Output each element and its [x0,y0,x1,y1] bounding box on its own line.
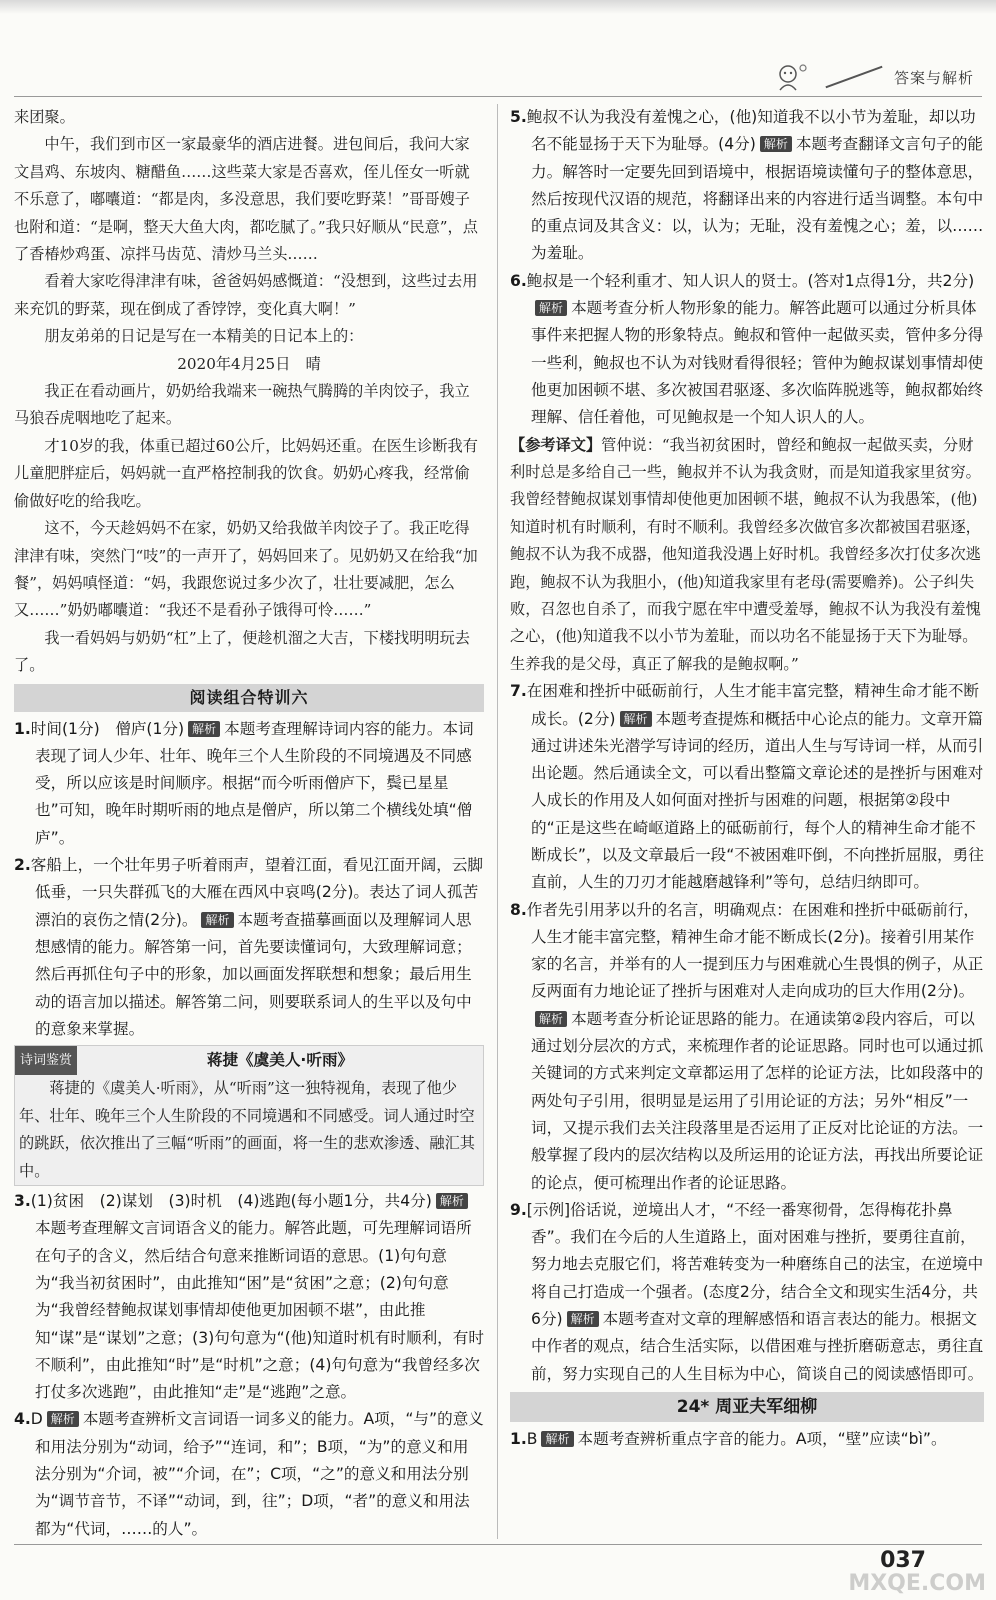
answer-number: 2. [14,856,31,875]
answer-number: 1. [14,719,31,738]
watermark: MXQE.COM [848,1571,986,1596]
diary-date: 2020年4月25日 晴 [177,354,321,373]
analysis-text: 本题考查理解文言词语含义的能力。解答此题，可先理解词语所在句子的含义，然后结合句意来推断词语的意思。(1)句句意为“我当初贫困时”，由此推知“困”是“贫困”之意；(2)句句意为“我曾经替鲍叔谋划事情却使他更加困顿不堪”，由此推知“谋”是“谋划”之意；(3)句句意为“(他)知道时机有时顺利，有时不顺利”，由此推知“时”是“时机”之意；(4)句句意为“我曾经多次打仗多次逃跑”，由此推知“走”是“逃跑”之意。 [35,1219,484,1402]
analysis-tag: 解析 [188,721,220,737]
answer-text: 时间(1分) 僧庐(1分) [30,719,185,738]
analysis-text: 本题考查提炼和概括中心论点的能力。文章开篇通过讲述朱光潜学写诗词的经历，道出人生与写诗词一样，从而引出论题。然后通读全文，可以看出整篇文章论述的是挫折与困难对人成长的作用及人如何面对挫折与困难的问题，根据第②段中的“正是这些在崎岖道路上的砥砺前行，每个人的精神生命才能不断成长”，以及文章最后一段“不被困难吓倒，不向挫折屈服，勇往直前，人生的刀刃才能越磨越锋利”等句，总结归纳即可。 [531,709,984,892]
mascot-icon [776,62,814,92]
analysis-tag: 解析 [47,1411,79,1427]
header-divider [14,96,982,97]
answer-item [14,852,484,1043]
left-column [14,104,484,1543]
lesson-title: 周亚夫军细柳 [715,1396,818,1417]
right-column [510,104,984,1453]
essay-continuation [14,104,484,680]
reference-translation-label: 【参考译文】 [510,435,602,454]
poetry-appreciation-box [14,1045,484,1186]
poetry-appreciation-title: 蒋捷《虞美人·听雨》 [206,1051,354,1070]
answer-text: 作者先引用茅以升的名言，明确观点：在困难和挫折中砥砺前行，人生才能丰富完整，精神生命才能不断成长(2分)。接着引用某作家的名言，并举有的人一提到压力与困难就心生畏惧的例子，从正反两面有力地论证了挫折与困难对人走向成功的巨大作用(2分)。 [526,900,984,1001]
answer-number: 8. [510,900,527,919]
reference-translation-text: 管仲说：“我当初贫困时，曾经和鲍叔一起做买卖，分财利时总是多给自己一些，鲍叔并不认为我贪财，而是知道我家里贫穷。我曾经替鲍叔谋划事情却使他更加困顿不堪，鲍叔不认为我愚笨，(他)知道时机有时顺利，有时不顺利。我曾经多次做官多次都被国君驱逐，鲍叔不认为我不成器，他知道我没遇上好时机。我曾经多次打仗多次逃跑，鲍叔不认为我胆小，(他)知道我家里有老母(需要赡养)。公子纠失败，召忽也自杀了，而我宁愿在牢中遭受羞辱，鲍叔不认为我没有羞愧之心，(他)知道我不以小节为羞耻，而以功名不能显扬于天下为耻辱。生养我的是父母，真正了解我的是鲍叔啊。” [510,435,981,673]
answer-number: 5. [510,108,527,126]
analysis-text: 本题考查翻译文言句子的能力。解答时一定要先回到语境中，根据语境读懂句子的整体意思，然后按现代汉语的规范，将翻译出来的内容进行适当调整。本句中的重点词及其含义：以，认为；无耻，没有羞愧之心；羞，以……为羞耻。 [531,135,984,263]
answer-text: 鲍叔不认为我没有羞愧之心，(他)知道我不以小节为羞耻，却以功名不能显扬于天下为耻辱。(4分) [526,108,976,154]
analysis-tag: 解析 [436,1193,468,1209]
answer-item [510,678,984,896]
answer-text: [示例]俗话说，逆境出人才，“不经一番寒彻骨，怎得梅花扑鼻香”。我们在今后的人生道路上，面对困难与挫折，要勇往直前，努力地去克服它们，将苦难转变为一种磨练自己的法宝，在逆境中将自己打造成一个强者。(态度2分，结合全文和现实生活4分，共6分) [526,1200,984,1329]
answer-item [510,1426,984,1453]
reference-translation [510,432,984,679]
essay-paragraph: 这不，今天趁妈妈不在家，奶奶又给我做羊肉饺子了。我正吃得津津有味，突然门“吱”的一声开了，妈妈回来了。见奶奶又在给我“加餐”，妈妈嗔怪道：“妈，我跟您说过多少次了，壮壮要减肥，怎么又……”奶奶嘟囔道：“我还不是看孙子饿得可怜……” [14,519,478,620]
answer-number: 9. [510,1200,527,1219]
analysis-text: 本题考查分析人物形象的能力。解答此题可以通过分析具体事件来把握人物的形象特点。鲍叔和管仲一起做买卖，管仲多分得一些利，鲍叔也不认为对钱财看得很轻；管仲为鲍叔谋划事情却使他更加困顿不堪、多次被国君驱逐、多次临阵脱逃等，鲍叔都始终理解、信任着他，可见鲍叔是一个知人识人的人。 [531,299,984,427]
essay-paragraph: 中午，我们到市区一家最豪华的酒店进餐。进包间后，我问大家文昌鸡、东坡肉、糖醋鱼……这些菜大家是否喜欢，侄儿侄女一听就不乐意了，嘟囔道：“都是肉，多没意思，我们要吃野菜！”哥哥嫂子也附和道：“是啊，整天大鱼大肉，都吃腻了。”我只好顺从“民意”，点了香椿炒鸡蛋、凉拌马齿苋、清炒马兰头…… [14,135,478,264]
poetry-appreciation-text: 蒋捷的《虞美人·听雨》，从“听雨”这一独特视角，表现了他少年、壮年、晚年三个人生阶段的不同境遇和不同感受。词人通过时空的跳跃，依次推出了三幅“听雨”的画面，将一生的悲欢渗透、融汇其中。 [19,1079,475,1180]
answer-number: 3. [14,1192,31,1211]
answer-item [510,1197,984,1388]
answer-text: (1)贫困 (2)谋划 (3)时机 (4)逃跑(每小题1分，共4分) [30,1192,432,1211]
lesson-star-icon: * [700,1396,710,1417]
analysis-tag: 解析 [201,912,233,928]
column-separator [497,104,498,1539]
analysis-tag: 解析 [535,300,567,316]
answer-number: 6. [510,271,527,290]
analysis-tag: 解析 [535,1011,567,1027]
answer-item [14,716,484,852]
analysis-tag: 解析 [620,711,652,727]
essay-paragraph: 来团聚。 [14,108,75,126]
lesson-number: 24 [676,1396,701,1417]
answer-text: B [526,1429,538,1448]
answer-item [510,104,984,268]
answer-item [510,268,984,432]
analysis-text: 本题考查对文章的理解感悟和语言表达的能力。根据文中作者的观点，结合生活实际，以借困难与挫折磨砺意志，勇往直前，努力实现自己的人生目标为中心，简谈自己的阅读感悟即可。 [531,1310,984,1383]
analysis-text: 本题考查理解诗词内容的能力。本词表现了词人少年、壮年、晚年三个人生阶段的不同境遇及不同感受，所以应该是时间顺序。根据“而今听雨僧庐下，鬓已星星也”可知，晚年时期听雨的地点是僧庐，所以第二个横线处填“僧庐”。 [35,719,474,847]
answer-number: 1. [510,1429,527,1448]
footer-divider [14,1544,982,1545]
page-top-shadow [0,0,996,14]
answer-item [14,1188,484,1406]
analysis-text: 本题考查描摹画面以及理解词人思想感情的能力。解答第一问，首先要读懂词句，大致理解词意；然后再抓住句子中的形象，加以画面发挥联想和想象；最后用生动的语言加以描述。解答第二问，则要联系词人的生平以及句中的意象来掌握。 [35,910,472,1038]
poetry-appreciation-tag: 诗词鉴赏 [15,1046,77,1075]
section-title: 阅读组合特训六 [14,684,484,712]
essay-paragraph: 我正在看动画片，奶奶给我端来一碗热气腾腾的羊肉饺子，我立马狼吞虎咽地吃了起来。 [14,382,470,428]
answer-text: 客船上，一个壮年男子听着雨声，望着江面，看见江面开阔，云脚低垂，一只失群孤飞的大雁在西风中哀鸣(2分)。表达了词人孤苦漂泊的哀伤之情(2分)。 [30,856,484,929]
essay-paragraph: 看着大家吃得津津有味，爸爸妈妈感慨道：“没想到，这些过去用来充饥的野菜，现在倒成了香饽饽，变化真大啊！” [14,272,478,318]
analysis-text: 本题考查分析论证思路的能力。在通读第②段内容后，可以通过划分层次的方式，来梳理作者的论证思路。同时也可以通过抓关键词的方式来判定文章都运用了怎样的论证方法，比如段落中的两处句子引用，很明显是运用了引用论证的方法；另外“相反”一词，又提示我们去关注段落里是否运用了正反对比论证的方法。一般掌握了段内的层次结构以及所运用的论证方法，再找出所要论证的论点，便可梳理出作者的论证思路。 [531,1009,984,1192]
answer-text: 鲍叔是一个轻利重才、知人识人的贤士。(答对1点得1分，共2分) [526,271,975,290]
answer-item [510,897,984,1197]
essay-paragraph: 才10岁的我，体重已超过60公斤，比妈妈还重。在医生诊断我有儿童肥胖症后，妈妈就一直严格控制我的饮食。奶奶心疼我，经常偷偷做好吃的给我吃。 [14,436,478,510]
answer-number: 7. [510,682,527,701]
header-slash [825,66,882,88]
page-number: 037 [880,1548,926,1573]
analysis-tag: 解析 [567,1311,599,1327]
analysis-text: 本题考查辨析重点字音的能力。A项，“壁”应读“bì”。 [577,1429,947,1448]
page-header [776,62,974,92]
essay-paragraph: 朋友弟弟的日记是写在一本精美的日记本上的： [44,327,364,346]
analysis-tag: 解析 [541,1431,573,1447]
essay-paragraph: 我一看妈妈与奶奶“杠”上了，便趁机溜之大吉，下楼找明明玩去了。 [14,628,470,675]
answer-text: D [30,1410,43,1429]
header-title: 答案与解析 [893,68,974,87]
answer-number: 4. [14,1410,31,1429]
section-title [510,1392,984,1422]
analysis-tag: 解析 [760,136,792,152]
answer-item [14,1406,484,1542]
answer-text: 在困难和挫折中砥砺前行，人生才能丰富完整，精神生命才能不断成长。(2分) [526,682,980,728]
analysis-text: 本题考查辨析文言词语一词多义的能力。A项，“与”的意义和用法分别为“动词，给予”“连词，和”；B项，“为”的意义和用法分别为“介词，被”“介词，在”；C项，“之”的意义和用法分别为“调节音节，不译”“动词，到，往”；D项，“者”的意义和用法都为“代词，……的人”。 [35,1410,484,1538]
